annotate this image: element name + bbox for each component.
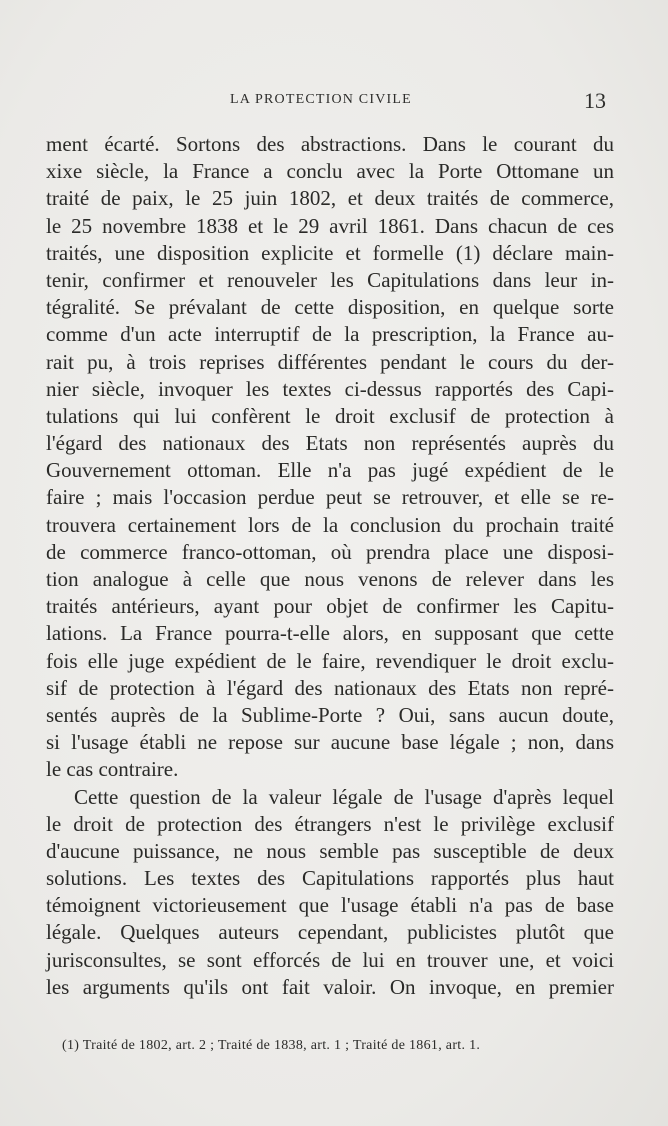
text-line: de commerce franco-ottoman, où prendra place une disposi-: [46, 539, 614, 564]
text-line: Cette question de la valeur légale de l'usage d'après lequel: [74, 784, 614, 809]
footnote: (1) Traité de 1802, art. 2 ; Traité de 1838, art. 1 ; Traité de 1861, art. 1.: [62, 1038, 481, 1053]
text-line: les arguments qu'ils ont fait valoir. On invoque, en premier: [46, 974, 614, 999]
text-line: le 25 novembre 1838 et le 29 avril 1861. Dans chacun de ces: [46, 213, 614, 238]
running-header: [0, 88, 668, 118]
text-line: xixe siècle, la France a conclu avec la Porte Ottomane un: [46, 159, 614, 184]
body-text: [46, 131, 614, 1001]
text-line: le cas contraire.: [46, 757, 179, 782]
text-line: légale. Quelques auteurs cependant, publicistes plutôt que: [46, 920, 614, 945]
text-line: rait pu, à trois reprises différentes pendant le cours du der-: [46, 349, 614, 374]
text-line: jurisconsultes, se sont efforcés de lui en trouver une, et voici: [46, 947, 614, 972]
text-line: traités antérieurs, ayant pour objet de confirmer les Capitu-: [46, 594, 614, 619]
text-line: nier siècle, invoquer les textes ci-dessus rapportés des Capi-: [46, 376, 614, 401]
page-number: 13: [584, 88, 606, 113]
text-line: fois elle juge expédient de le faire, revendiquer le droit exclu-: [46, 648, 614, 673]
text-line: tenir, confirmer et renouveler les Capitulations dans leur in-: [46, 267, 614, 292]
text-line: solutions. Les textes des Capitulations rapportés plus haut: [46, 866, 614, 891]
text-line: tégralité. Se prévalant de cette disposition, en quelque sorte: [46, 295, 614, 320]
text-line: lations. La France pourra-t-elle alors, en supposant que cette: [46, 621, 614, 646]
text-line: Gouvernement ottoman. Elle n'a pas jugé expédient de le: [46, 458, 614, 483]
text-line: traités, une disposition explicite et formelle (1) déclare main-: [46, 240, 614, 265]
text-line: tulations qui lui confèrent le droit exclusif de protection à: [46, 403, 614, 428]
text-line: d'aucune puissance, ne nous semble pas susceptible de deux: [46, 838, 614, 863]
text-line: l'égard des nationaux des Etats non représentés auprès du: [46, 431, 614, 456]
text-line: comme d'un acte interruptif de la prescription, la France au-: [46, 322, 614, 347]
text-line: témoignent victorieusement que l'usage établi n'a pas de base: [46, 893, 614, 918]
text-line: ment écarté. Sortons des abstractions. Dans le courant du: [46, 132, 614, 156]
text-line: si l'usage établi ne repose sur aucune base légale ; non, dans: [46, 730, 614, 755]
text-line: trouvera certainement lors de la conclusion du prochain traité: [46, 512, 614, 537]
text-line: sentés auprès de la Sublime-Porte ? Oui, sans aucun doute,: [46, 702, 614, 727]
text-line: tion analogue à celle que nous venons de relever dans les: [46, 567, 614, 591]
text-line: faire ; mais l'occasion perdue peut se retrouver, et elle se re-: [46, 485, 614, 510]
text-line: sif de protection à l'égard des nationaux des Etats non repré-: [46, 675, 614, 700]
running-title: LA PROTECTION CIVILE: [230, 92, 412, 107]
text-line: traité de paix, le 25 juin 1802, et deux traités de commerce,: [46, 186, 614, 211]
text-line: le droit de protection des étrangers n'est le privilège exclusif: [46, 811, 614, 836]
